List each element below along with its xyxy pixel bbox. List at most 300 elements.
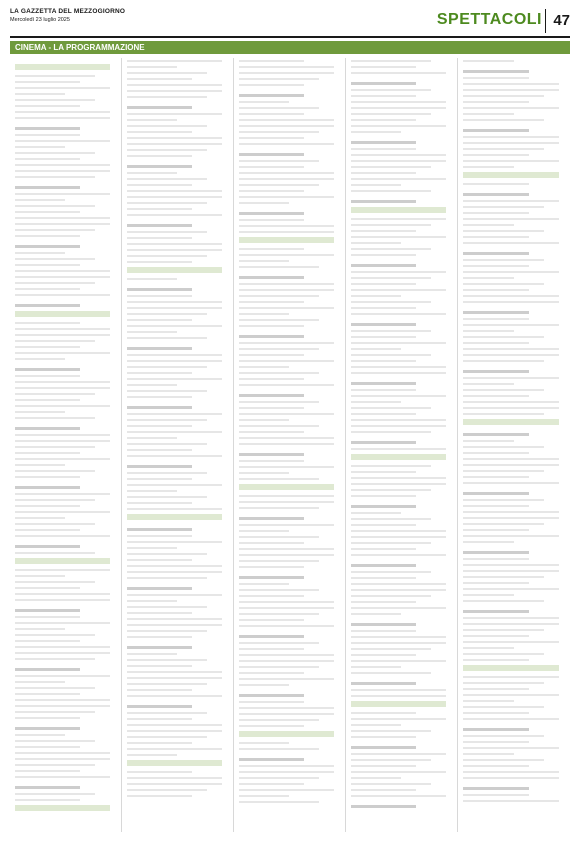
listing-line-placeholder (239, 419, 289, 421)
listing-line-placeholder (239, 554, 334, 556)
listing-line-placeholder (127, 754, 177, 756)
listing-line-placeholder (463, 89, 559, 91)
listing-line-placeholder (463, 236, 529, 238)
listing-line-placeholder (239, 153, 304, 156)
listing-line-placeholder (127, 184, 192, 186)
listing-line-placeholder (127, 600, 177, 602)
listing-line-placeholder (463, 283, 544, 285)
listing-line-placeholder (15, 235, 80, 237)
listing-line-placeholder (15, 340, 95, 342)
listing-line-placeholder (127, 695, 222, 697)
listing-line-placeholder (463, 476, 529, 478)
listing-line-placeholder (15, 427, 80, 430)
listing-line-placeholder (239, 684, 289, 686)
listing-line-placeholder (463, 529, 529, 531)
listing-line-placeholder (127, 331, 177, 333)
listing-line-placeholder (15, 434, 110, 436)
listing-line-placeholder (463, 676, 559, 678)
listing-line-placeholder (239, 354, 304, 356)
masthead (10, 8, 570, 38)
listing-line-placeholder (351, 682, 416, 685)
listing-line-placeholder (15, 117, 110, 119)
listing-line-placeholder (463, 741, 529, 743)
listing-line-placeholder (239, 60, 304, 62)
listing-line-placeholder (463, 700, 514, 702)
listing-line-placeholder (15, 158, 80, 160)
listing-line-placeholder (463, 499, 544, 501)
listing-line-placeholder (15, 734, 65, 736)
listing-line-placeholder (127, 665, 192, 667)
listing-line-placeholder (351, 689, 446, 691)
listing-line-placeholder (15, 640, 80, 642)
listing-line-placeholder (127, 587, 192, 590)
listing-line-placeholder (15, 652, 110, 654)
listing-line-placeholder (239, 254, 334, 256)
listing-line-placeholder (239, 583, 289, 585)
listing-line-placeholder (463, 342, 529, 344)
listing-line-placeholder (15, 346, 80, 348)
listing-line-placeholder (15, 786, 80, 789)
listing-line-placeholder (351, 184, 401, 186)
listing-line-placeholder (15, 505, 80, 507)
listing-line-placeholder (351, 360, 416, 362)
listing-line-placeholder (15, 205, 95, 207)
listing-line-placeholder (15, 523, 95, 525)
listing-line-placeholder (239, 237, 334, 243)
listing-line-placeholder (351, 595, 431, 597)
listing-line-placeholder (15, 752, 110, 754)
listing-line-placeholder (127, 472, 207, 474)
listing-line-placeholder (127, 606, 207, 608)
listing-line-placeholder (15, 328, 110, 330)
listing-line-placeholder (463, 694, 559, 696)
listing-line-placeholder (239, 225, 334, 227)
listing-line-placeholder (463, 665, 559, 671)
listing-line-placeholder (351, 724, 401, 726)
listing-line-placeholder (463, 659, 529, 661)
listing-line-placeholder (127, 528, 192, 531)
listing-line-placeholder (239, 725, 304, 727)
listing-line-placeholder (463, 505, 529, 507)
listing-line-placeholder (351, 95, 416, 97)
listing-line-placeholder (15, 81, 80, 83)
listing-line-placeholder (463, 212, 529, 214)
listing-line-placeholder (239, 425, 319, 427)
listing-line-placeholder (239, 437, 334, 439)
listing-line-placeholder (127, 618, 222, 620)
listing-line-placeholder (239, 248, 304, 250)
listing-line-placeholder (239, 78, 319, 80)
listing-line-placeholder (15, 252, 65, 254)
listing-line-placeholder (15, 358, 65, 360)
listing-line-placeholder (127, 730, 222, 732)
listing-line-placeholder (127, 565, 222, 567)
listing-line-placeholder (15, 587, 80, 589)
listing-line-placeholder (351, 190, 431, 192)
listing-line-placeholder (351, 730, 431, 732)
listing-line-placeholder (239, 301, 304, 303)
listing-line-placeholder (239, 431, 304, 433)
listing-line-placeholder (15, 164, 110, 166)
listing-line-placeholder (239, 478, 319, 480)
listing-line-placeholder (463, 407, 559, 409)
listing-line-placeholder (127, 372, 192, 374)
listing-line-placeholder (127, 683, 207, 685)
listing-line-placeholder (127, 677, 222, 679)
listing-line-placeholder (463, 289, 529, 291)
listing-line-placeholder (15, 270, 110, 272)
listing-line-placeholder (127, 705, 192, 708)
listing-line-placeholder (351, 548, 416, 550)
listing-line-placeholder (127, 612, 192, 614)
listing-line-placeholder (351, 789, 416, 791)
listing-line-placeholder (127, 237, 192, 239)
listing-line-placeholder (15, 675, 110, 677)
listing-line-placeholder (15, 440, 110, 442)
listing-line-placeholder (463, 771, 559, 773)
listing-line-placeholder (351, 401, 401, 403)
listing-line-placeholder (351, 295, 401, 297)
listing-line-placeholder (351, 654, 416, 656)
listing-line-placeholder (239, 771, 334, 773)
listing-line-placeholder (351, 648, 431, 650)
listing-line-placeholder (351, 518, 431, 520)
listing-line-placeholder (239, 707, 334, 709)
listing-line-placeholder (239, 765, 334, 767)
listing-line-placeholder (463, 160, 559, 162)
listing-line-placeholder (463, 765, 529, 767)
listing-line-placeholder (127, 419, 207, 421)
listing-line-placeholder (239, 694, 304, 697)
listing-line-placeholder (463, 464, 559, 466)
listing-line-placeholder (239, 289, 334, 291)
listing-line-placeholder (351, 313, 446, 315)
listing-line-placeholder (127, 125, 207, 127)
listing-line-placeholder (351, 342, 446, 344)
listing-line-placeholder (239, 276, 304, 279)
listing-line-placeholder (351, 564, 416, 567)
listings-column-1 (10, 58, 122, 832)
listing-line-placeholder (127, 249, 222, 251)
listing-line-placeholder (127, 301, 222, 303)
listing-line-placeholder (15, 658, 95, 660)
listing-line-placeholder (127, 278, 177, 280)
listing-line-placeholder (127, 624, 222, 626)
listing-line-placeholder (239, 748, 319, 750)
listing-line-placeholder (239, 196, 334, 198)
listing-line-placeholder (127, 496, 207, 498)
listing-line-placeholder (463, 83, 559, 85)
listing-line-placeholder (239, 501, 334, 503)
listing-line-placeholder (15, 628, 65, 630)
listing-line-placeholder (463, 492, 529, 495)
listing-line-placeholder (463, 787, 529, 790)
listing-line-placeholder (127, 354, 222, 356)
listing-line-placeholder (15, 699, 110, 701)
listing-line-placeholder (239, 536, 319, 538)
listing-line-placeholder (463, 60, 514, 62)
listing-line-placeholder (463, 535, 559, 537)
listing-line-placeholder (351, 765, 416, 767)
listing-line-placeholder (127, 84, 222, 86)
listing-line-placeholder (239, 348, 319, 350)
listing-line-placeholder (351, 454, 446, 460)
listing-line-placeholder (463, 95, 544, 97)
listing-line-placeholder (463, 259, 544, 261)
listing-line-placeholder (463, 747, 559, 749)
listing-line-placeholder (351, 254, 416, 256)
listing-line-placeholder (15, 575, 65, 577)
listing-line-placeholder (351, 277, 431, 279)
listing-line-placeholder (239, 394, 304, 397)
listing-line-placeholder (351, 577, 416, 579)
listing-line-placeholder (463, 617, 559, 619)
listing-line-placeholder (15, 452, 80, 454)
listing-line-placeholder (239, 789, 334, 791)
listing-line-placeholder (351, 477, 446, 479)
listing-line-placeholder (127, 325, 222, 327)
listing-line-placeholder (239, 101, 289, 103)
listing-line-placeholder (463, 647, 514, 649)
listing-line-placeholder (463, 433, 529, 436)
listing-line-placeholder (463, 271, 559, 273)
listing-line-placeholder (239, 601, 334, 603)
listing-line-placeholder (351, 512, 401, 514)
listing-line-placeholder (239, 566, 304, 568)
listing-line-placeholder (15, 668, 80, 671)
listing-line-placeholder (463, 582, 529, 584)
listing-line-placeholder (15, 581, 95, 583)
listing-line-placeholder (463, 142, 559, 144)
listing-line-placeholder (351, 753, 446, 755)
listing-line-placeholder (15, 464, 65, 466)
listing-line-placeholder (463, 218, 559, 220)
listing-line-placeholder (351, 101, 446, 103)
listing-line-placeholder (15, 705, 110, 707)
listing-line-placeholder (239, 654, 334, 656)
listing-line-placeholder (239, 648, 304, 650)
listing-line-placeholder (239, 378, 304, 380)
listing-line-placeholder (15, 687, 95, 689)
listing-line-placeholder (15, 486, 80, 489)
listing-line-placeholder (127, 535, 192, 537)
listing-line-placeholder (351, 524, 416, 526)
listing-line-placeholder (15, 223, 110, 225)
listing-line-placeholder (239, 758, 304, 761)
listing-line-placeholder (351, 382, 416, 385)
listing-line-placeholder (239, 137, 304, 139)
listing-line-placeholder (351, 465, 431, 467)
listing-line-placeholder (463, 107, 559, 109)
listing-line-placeholder (463, 482, 559, 484)
listing-line-placeholder (463, 635, 529, 637)
listings-column-3 (234, 58, 346, 832)
listing-line-placeholder (239, 307, 334, 309)
listing-line-placeholder (351, 389, 416, 391)
listing-line-placeholder (351, 330, 431, 332)
listing-line-placeholder (239, 495, 334, 497)
listing-line-placeholder (127, 231, 207, 233)
listing-line-placeholder (463, 101, 529, 103)
listing-line-placeholder (463, 759, 544, 761)
listing-line-placeholder (127, 559, 192, 561)
listing-line-placeholder (463, 154, 529, 156)
listing-line-placeholder (463, 200, 559, 202)
listing-line-placeholder (351, 536, 446, 538)
listing-line-placeholder (15, 87, 110, 89)
listing-line-placeholder (127, 319, 192, 321)
listing-line-placeholder (239, 713, 334, 715)
listing-line-placeholder (351, 642, 446, 644)
listing-line-placeholder (351, 366, 446, 368)
section-title: SPETTACOLI (436, 11, 542, 28)
listing-line-placeholder (463, 336, 544, 338)
listing-line-placeholder (127, 295, 192, 297)
listing-line-placeholder (463, 224, 514, 226)
listing-line-placeholder (351, 672, 431, 674)
listing-line-placeholder (351, 571, 431, 573)
listing-line-placeholder (351, 354, 431, 356)
listing-line-placeholder (351, 336, 416, 338)
listing-line-placeholder (351, 448, 446, 450)
listing-line-placeholder (127, 413, 222, 415)
listings-column-5 (458, 58, 570, 832)
listing-line-placeholder (463, 129, 529, 132)
listing-line-placeholder (463, 77, 529, 79)
listing-line-placeholder (239, 260, 289, 262)
listing-line-placeholder (15, 776, 110, 778)
listing-line-placeholder (239, 576, 304, 579)
listing-line-placeholder (239, 313, 289, 315)
listing-line-placeholder (351, 718, 446, 720)
listing-line-placeholder (239, 407, 304, 409)
listing-line-placeholder (15, 470, 95, 472)
listing-line-placeholder (239, 212, 304, 215)
listing-line-placeholder (127, 449, 192, 451)
listing-line-placeholder (127, 307, 222, 309)
listing-line-placeholder (351, 264, 416, 267)
listing-line-placeholder (351, 301, 431, 303)
listing-line-placeholder (127, 783, 222, 785)
listing-line-placeholder (15, 111, 110, 113)
listing-line-placeholder (463, 594, 514, 596)
listing-line-placeholder (127, 313, 207, 315)
listing-line-placeholder (463, 718, 559, 720)
listing-line-placeholder (351, 505, 416, 508)
listing-line-placeholder (15, 322, 80, 324)
listing-line-placeholder (15, 599, 110, 601)
listing-line-placeholder (463, 682, 544, 684)
listing-line-placeholder (239, 460, 304, 462)
listing-line-placeholder (127, 172, 177, 174)
listing-line-placeholder (127, 261, 192, 263)
listing-line-placeholder (463, 800, 559, 802)
listing-line-placeholder (239, 231, 334, 233)
listing-line-placeholder (351, 666, 401, 668)
listing-line-placeholder (351, 636, 446, 638)
listing-line-placeholder (239, 131, 319, 133)
listing-line-placeholder (351, 441, 416, 444)
listing-line-placeholder (463, 136, 559, 138)
listing-line-placeholder (463, 541, 514, 543)
listing-line-placeholder (463, 551, 529, 554)
listing-line-placeholder (127, 106, 192, 109)
listing-line-placeholder (239, 178, 334, 180)
listing-line-placeholder (127, 490, 177, 492)
listing-line-placeholder (127, 243, 222, 245)
listing-line-placeholder (15, 368, 80, 371)
listing-line-placeholder (463, 419, 559, 425)
listing-line-placeholder (351, 307, 416, 309)
listing-line-placeholder (15, 593, 110, 595)
listing-line-placeholder (239, 283, 334, 285)
listing-line-placeholder (127, 255, 207, 257)
listing-line-placeholder (15, 740, 95, 742)
listing-line-placeholder (239, 184, 319, 186)
listing-line-placeholder (127, 196, 222, 198)
listing-line-placeholder (127, 396, 192, 398)
listing-line-placeholder (351, 471, 416, 473)
listing-line-placeholder (239, 701, 304, 703)
listing-line-placeholder (463, 794, 529, 796)
listing-line-placeholder (463, 70, 529, 73)
listing-line-placeholder (351, 554, 446, 556)
listing-line-placeholder (351, 348, 401, 350)
listing-line-placeholder (351, 746, 416, 749)
listing-line-placeholder (127, 425, 192, 427)
listing-line-placeholder (463, 688, 529, 690)
listing-line-placeholder (127, 553, 207, 555)
listing-line-placeholder (463, 360, 544, 362)
listing-line-placeholder (15, 387, 110, 389)
listing-line-placeholder (127, 547, 177, 549)
listing-line-placeholder (463, 440, 514, 442)
listing-line-placeholder (127, 155, 192, 157)
listing-line-placeholder (15, 282, 95, 284)
listing-line-placeholder (127, 659, 207, 661)
listing-line-placeholder (463, 446, 544, 448)
listing-line-placeholder (351, 248, 431, 250)
listing-line-placeholder (15, 393, 95, 395)
listing-line-placeholder (463, 265, 529, 267)
listing-line-placeholder (239, 342, 334, 344)
listing-line-placeholder (15, 405, 110, 407)
listing-line-placeholder (15, 245, 80, 248)
listing-line-placeholder (463, 277, 514, 279)
listing-line-placeholder (351, 395, 446, 397)
listing-line-placeholder (351, 230, 416, 232)
listing-line-placeholder (127, 541, 222, 543)
listing-line-placeholder (239, 401, 319, 403)
listing-line-placeholder (239, 595, 304, 597)
listing-line-placeholder (351, 125, 446, 127)
listing-line-placeholder (463, 295, 559, 297)
listing-line-placeholder (15, 264, 80, 266)
listing-line-placeholder (463, 576, 544, 578)
listing-line-placeholder (15, 799, 80, 801)
listing-line-placeholder (127, 795, 192, 797)
listing-line-placeholder (351, 660, 446, 662)
listing-line-placeholder (239, 266, 319, 268)
listing-line-placeholder (239, 742, 289, 744)
listing-line-placeholder (239, 666, 319, 668)
listing-line-placeholder (351, 795, 446, 797)
listing-line-placeholder (351, 236, 446, 238)
listing-line-placeholder (15, 552, 95, 554)
listings-columns (10, 58, 570, 832)
listing-line-placeholder (239, 84, 304, 86)
listing-line-placeholder (127, 484, 222, 486)
